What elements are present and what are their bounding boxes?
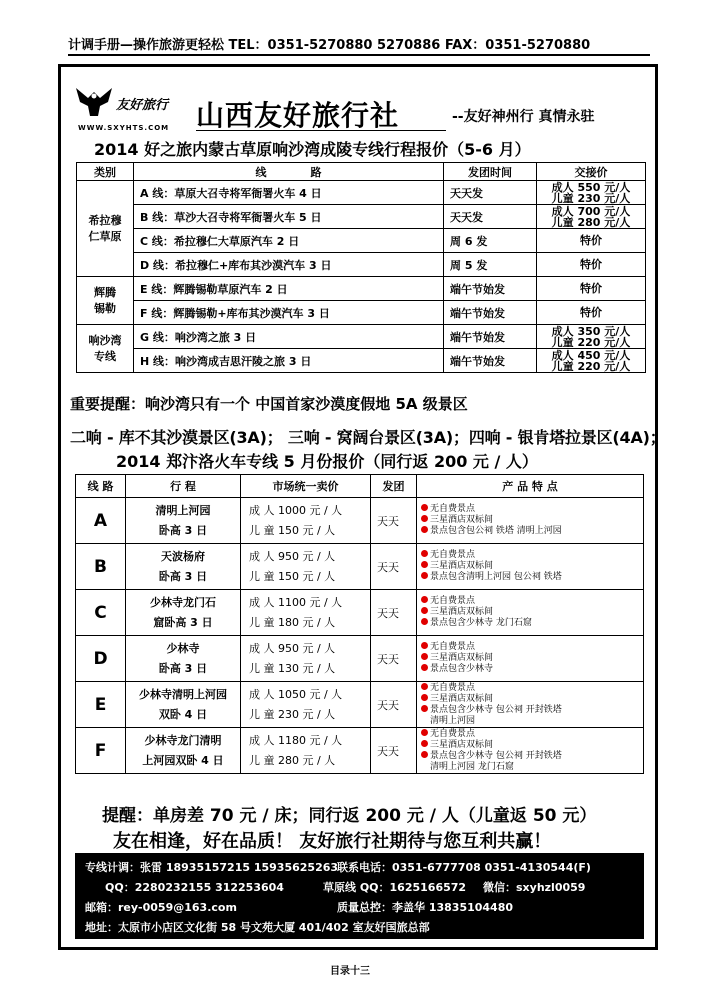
itinerary-line: 少林寺 xyxy=(166,641,200,655)
price-cell: 特价 xyxy=(537,301,646,325)
category-line: 响沙湾 xyxy=(88,333,122,347)
features-cell xyxy=(417,590,644,636)
agency-name: 山西友好旅行社 xyxy=(196,99,400,132)
feature-text: 无自费景点 xyxy=(430,550,476,560)
feature-text: 景点包含少林寺 龙门石窟 xyxy=(430,618,532,628)
feature-text: 景点包含少林寺 xyxy=(430,664,494,674)
depart-cell: 天天 xyxy=(371,544,417,590)
bullet-icon xyxy=(421,572,428,579)
header-category: 类别 xyxy=(77,163,134,181)
child-price: 儿 童 150 元 / 人 xyxy=(249,569,336,583)
category-line: 希拉穆 xyxy=(88,213,122,227)
feature-item xyxy=(421,526,643,537)
price-cell xyxy=(537,181,646,205)
header-route: 线 路 xyxy=(134,163,444,181)
category-cell xyxy=(77,277,134,325)
table2-title: 2014 郑汴洛火车专线 5 月份报价（同行返 200 元 / 人） xyxy=(116,452,538,471)
feature-text: 无自费景点 xyxy=(430,642,476,652)
header-depart: 发团 xyxy=(371,475,417,498)
itinerary-cell xyxy=(126,544,241,590)
route-cell: C 线：希拉穆仁大草原汽车 2 日 xyxy=(134,229,444,253)
table-row xyxy=(76,636,644,682)
top-header-bar: 计调手册—操作旅游更轻松 TEL：0351-5270880 5270886 FAX：0351-5270880 xyxy=(68,34,650,56)
route-cell: D 线：希拉穆仁+库布其沙漠汽车 3 日 xyxy=(134,253,444,277)
route-cell: F 线：辉腾锡勒+库布其沙漠汽车 3 日 xyxy=(134,301,444,325)
child-price: 儿 童 230 元 / 人 xyxy=(249,707,336,721)
child-price: 儿 童 130 元 / 人 xyxy=(249,661,336,675)
logo xyxy=(74,84,194,132)
price-line: 儿童 220 元/人 xyxy=(551,335,631,349)
logo-url: WWW.SXYHTS.COM xyxy=(78,124,170,132)
table-header-row xyxy=(76,475,644,498)
bullet-icon xyxy=(421,642,428,649)
feature-item xyxy=(421,515,643,526)
depart-cell: 端午节始发 xyxy=(444,349,537,373)
itinerary-cell xyxy=(126,590,241,636)
category-line: 辉腾 xyxy=(94,285,116,299)
table-header-row xyxy=(77,163,646,181)
page-footer: 目录十三 xyxy=(330,966,370,977)
price-line: 成人 350 元/人 xyxy=(551,324,631,338)
child-price: 儿 童 280 元 / 人 xyxy=(249,753,336,767)
feature-item xyxy=(421,596,643,607)
table-row xyxy=(77,229,646,253)
table-row xyxy=(76,590,644,636)
market-price-cell xyxy=(241,636,371,682)
market-price-cell xyxy=(241,682,371,728)
table-row xyxy=(77,181,646,205)
header-features: 产 品 特 点 xyxy=(417,475,644,498)
bullet-icon xyxy=(421,683,428,690)
agency-slogan: --友好神州行 真情永驻 xyxy=(452,109,595,125)
adult-price: 成 人 1050 元 / 人 xyxy=(249,687,343,701)
table-row xyxy=(77,301,646,325)
route-cell: E 线：辉腾锡勒草原汽车 2 日 xyxy=(134,277,444,301)
category-line: 锡勒 xyxy=(94,301,116,315)
bullet-icon xyxy=(421,596,428,603)
feature-text: 三星酒店双标间 xyxy=(430,515,494,525)
route-code: A xyxy=(76,498,126,544)
feature-item xyxy=(421,683,643,694)
adult-price: 成 人 950 元 / 人 xyxy=(249,641,336,655)
feature-text: 三星酒店双标间 xyxy=(430,739,494,750)
header-itinerary: 行 程 xyxy=(126,475,241,498)
price-cell: 特价 xyxy=(537,253,646,277)
feature-item xyxy=(421,607,643,618)
price-line: 儿童 230 元/人 xyxy=(551,191,631,205)
feature-continuation: 清明上河园 xyxy=(430,715,476,726)
route-cell: H 线：响沙湾成吉思汗陵之旅 3 日 xyxy=(134,349,444,373)
feature-item xyxy=(421,664,643,675)
feature-item xyxy=(421,729,643,740)
market-price-cell xyxy=(241,544,371,590)
contact-wechat: 微信：sxyhzl0059 xyxy=(483,881,586,894)
header-code: 线 路 xyxy=(76,475,126,498)
itinerary-line: 上河园双卧 4 日 xyxy=(142,753,224,767)
feature-text: 无自费景点 xyxy=(430,682,476,693)
header-depart: 发团时间 xyxy=(444,163,537,181)
table-row xyxy=(77,253,646,277)
itinerary-cell xyxy=(126,636,241,682)
header-market-price: 市场统一卖价 xyxy=(241,475,371,498)
table-row xyxy=(76,498,644,544)
itinerary-cell xyxy=(126,498,241,544)
itinerary-line: 卧高 3 日 xyxy=(158,569,208,583)
logo-text: 友好旅行 xyxy=(116,98,169,113)
market-price-cell xyxy=(241,498,371,544)
scenic-area-list: 二响 - 库不其沙漠景区(3A)； 三响 - 窝阔台景区(3A)；四响 - 银肯塔拉景区(4A)； xyxy=(70,428,666,447)
route-code: E xyxy=(76,682,126,728)
table-row xyxy=(76,728,644,774)
price-cell: 特价 xyxy=(537,229,646,253)
feature-text: 无自费景点 xyxy=(430,504,476,514)
feature-item xyxy=(421,653,643,664)
bullet-icon xyxy=(421,504,428,511)
category-line: 专线 xyxy=(94,349,116,363)
features-cell xyxy=(417,636,644,682)
price-line: 成人 550 元/人 xyxy=(551,180,631,194)
feature-text: 三星酒店双标间 xyxy=(430,653,494,663)
bullet-icon xyxy=(421,607,428,614)
title-underline xyxy=(196,130,446,131)
feature-item xyxy=(421,550,643,561)
price-cell xyxy=(537,325,646,349)
contact-dispatcher: 专线计调：张雷 18935157215 15935625263 xyxy=(85,861,339,874)
feature-item xyxy=(421,705,643,716)
price-line: 儿童 280 元/人 xyxy=(551,215,631,229)
contact-quality: 质量总控：李盖华 13835104480 xyxy=(337,901,514,914)
bullet-icon xyxy=(421,618,428,625)
feature-item xyxy=(421,504,643,515)
depart-cell: 天天 xyxy=(371,590,417,636)
itinerary-line: 天波杨府 xyxy=(161,549,205,563)
depart-cell: 天天 xyxy=(371,682,417,728)
depart-cell: 端午节始发 xyxy=(444,277,537,301)
bullet-icon xyxy=(421,526,428,533)
contact-email: 邮箱：rey-0059@163.com xyxy=(85,901,237,914)
feature-text: 三星酒店双标间 xyxy=(430,693,494,704)
bullet-icon xyxy=(421,729,428,736)
features-cell xyxy=(417,498,644,544)
itinerary-line: 清明上河园 xyxy=(155,503,211,517)
child-price: 儿 童 150 元 / 人 xyxy=(249,523,336,537)
itinerary-line: 窟卧高 3 日 xyxy=(153,615,213,629)
itinerary-cell xyxy=(126,728,241,774)
feature-text: 三星酒店双标间 xyxy=(430,607,494,617)
features-cell xyxy=(417,682,644,728)
depart-cell: 端午节始发 xyxy=(444,301,537,325)
route-code: C xyxy=(76,590,126,636)
feature-item xyxy=(421,751,643,762)
depart-cell: 天天发 xyxy=(444,181,537,205)
feature-item xyxy=(421,694,643,705)
route-cell: G 线：响沙湾之旅 3 日 xyxy=(134,325,444,349)
bullet-icon xyxy=(421,740,428,747)
category-line: 仁草原 xyxy=(88,229,122,243)
child-price: 儿 童 180 元 / 人 xyxy=(249,615,336,629)
category-cell xyxy=(77,325,134,373)
feature-item xyxy=(421,618,643,629)
bullet-icon xyxy=(421,694,428,701)
depart-cell: 端午节始发 xyxy=(444,325,537,349)
route-code: B xyxy=(76,544,126,590)
table-row xyxy=(77,325,646,349)
itinerary-line: 少林寺清明上河园 xyxy=(139,687,227,701)
adult-price: 成 人 1000 元 / 人 xyxy=(249,503,343,517)
contact-info-box xyxy=(75,853,644,939)
bullet-icon xyxy=(421,550,428,557)
feature-item xyxy=(421,740,643,751)
itinerary-line: 少林寺龙门清明 xyxy=(144,733,222,747)
motto: 友在相逢，好在品质！ 友好旅行社期待与您互利共赢！ xyxy=(113,831,552,852)
depart-cell: 天天 xyxy=(371,498,417,544)
bullet-icon xyxy=(421,705,428,712)
feature-text: 景点包含少林寺 包公祠 开封铁塔 xyxy=(430,750,562,761)
price-cell: 特价 xyxy=(537,277,646,301)
depart-cell: 周 5 发 xyxy=(444,253,537,277)
table-row xyxy=(77,205,646,229)
feature-text: 景点包含少林寺 包公祠 开封铁塔 xyxy=(430,704,562,715)
depart-cell: 周 6 发 xyxy=(444,229,537,253)
feature-text: 景点包含清明上河园 包公祠 铁塔 xyxy=(430,572,562,582)
adult-price: 成 人 1180 元 / 人 xyxy=(249,733,343,747)
table-row xyxy=(77,349,646,373)
feature-item xyxy=(421,572,643,583)
feature-item xyxy=(421,561,643,572)
important-reminder: 重要提醒：响沙湾只有一个 中国首家沙漠度假地 5A 级景区 xyxy=(70,395,468,413)
feature-text: 景点包含包公祠 铁塔 清明上河园 xyxy=(430,526,562,536)
contact-qq: QQ：2280232155 312253604 xyxy=(105,881,284,894)
itinerary-line: 卧高 3 日 xyxy=(158,661,208,675)
features-cell xyxy=(417,544,644,590)
features-cell xyxy=(417,728,644,774)
adult-price: 成 人 1100 元 / 人 xyxy=(249,595,343,609)
route-code: D xyxy=(76,636,126,682)
depart-cell: 天天 xyxy=(371,728,417,774)
feature-item xyxy=(421,642,643,653)
price-line: 成人 700 元/人 xyxy=(551,204,631,218)
table-row xyxy=(76,544,644,590)
bullet-icon xyxy=(421,561,428,568)
bullet-icon xyxy=(421,664,428,671)
adult-price: 成 人 950 元 / 人 xyxy=(249,549,336,563)
contact-address: 地址：太原市小店区文化街 58 号文苑大厦 401/402 室友好国旅总部 xyxy=(85,921,430,934)
inner-mongolia-price-table xyxy=(76,162,646,373)
itinerary-line: 卧高 3 日 xyxy=(158,523,208,537)
eagle-logo-icon xyxy=(74,84,114,118)
price-cell xyxy=(537,349,646,373)
feature-text: 无自费景点 xyxy=(430,728,476,739)
depart-cell: 天天 xyxy=(371,636,417,682)
price-line: 成人 450 元/人 xyxy=(551,348,631,362)
itinerary-cell xyxy=(126,682,241,728)
table-row xyxy=(77,277,646,301)
contact-phone: 联系电话：0351-6777708 0351-4130544(F) xyxy=(337,861,591,874)
market-price-cell xyxy=(241,728,371,774)
itinerary-line: 少林寺龙门石 xyxy=(150,595,216,609)
table-row xyxy=(76,682,644,728)
header-price: 交接价 xyxy=(537,163,646,181)
zhengbianluo-price-table xyxy=(75,474,644,774)
table1-title: 2014 好之旅内蒙古草原响沙湾成陵专线行程报价（5-6 月） xyxy=(94,140,531,159)
route-code: F xyxy=(76,728,126,774)
bullet-icon xyxy=(421,653,428,660)
route-cell: A 线：草原大召寺将军衙署火车 4 日 xyxy=(134,181,444,205)
itinerary-line: 双卧 4 日 xyxy=(158,707,208,721)
depart-cell: 天天发 xyxy=(444,205,537,229)
category-cell xyxy=(77,181,134,277)
single-room-reminder: 提醒：单房差 70 元 / 床；同行返 200 元 / 人（儿童返 50 元） xyxy=(102,806,597,826)
feature-continuation: 清明上河园 龙门石窟 xyxy=(430,761,514,772)
price-line: 儿童 220 元/人 xyxy=(551,359,631,373)
market-price-cell xyxy=(241,590,371,636)
contact-grassland-qq: 草原线 QQ：1625166572 xyxy=(323,881,467,894)
feature-text: 三星酒店双标间 xyxy=(430,561,494,571)
bullet-icon xyxy=(421,751,428,758)
price-cell xyxy=(537,205,646,229)
route-cell: B 线：草沙大召寺将军衙署火车 5 日 xyxy=(134,205,444,229)
bullet-icon xyxy=(421,515,428,522)
feature-text: 无自费景点 xyxy=(430,596,476,606)
